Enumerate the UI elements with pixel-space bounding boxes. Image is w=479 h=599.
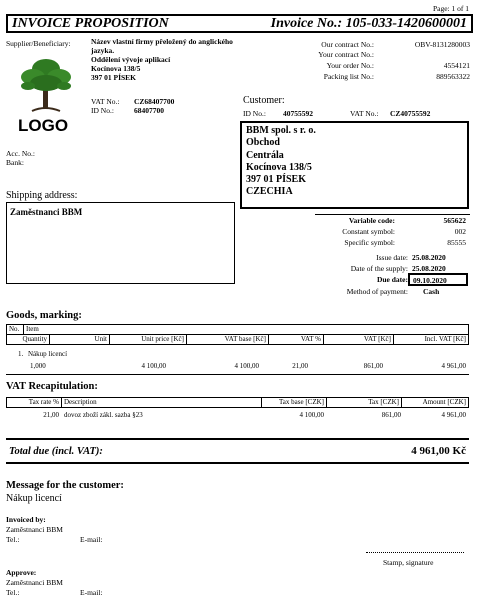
goods-header-incl-vat: Incl. VAT [Kč] [394,335,469,345]
document-title: INVOICE PROPOSITION [12,16,169,31]
shipping-label: Shipping address: [6,190,78,201]
customer-address-box [240,121,469,209]
goods-header-no: No. [7,325,24,335]
supplier-name-line1: Název vlastní firmy přeložený do anglického [91,37,233,46]
payment-method-label: Method of payment: [346,287,408,296]
customer-line: CZECHIA [246,186,293,198]
signature-line [366,552,464,553]
goods-row-vat-pct: 21,00 [292,362,308,370]
supplier-vat-label: VAT No.: [91,97,120,106]
goods-row-unit-price: 4 100,00 [141,362,166,370]
customer-label: Customer: [243,95,285,106]
shipping-address-box [6,202,235,284]
invoiced-by-tel-label: Tel.: [6,535,20,544]
supplier-id-label: ID No.: [91,106,114,115]
acc-no-label: Acc. No.: [6,149,35,158]
tree-logo-icon [20,55,72,113]
invoiced-by-name: Zaměstnanci BBM [6,525,63,534]
message-title: Message for the customer: [6,480,124,491]
constant-symbol-label: Constant symbol: [342,227,395,236]
goods-header-unit: Unit [50,335,110,345]
customer-line: 397 01 PÍSEK [246,174,307,186]
goods-header-item: Item [24,325,469,335]
due-date: 09.10.2020 [408,273,468,286]
vat-recap-header-base: Tax base [CZK] [262,398,327,408]
vat-recap-header-description: Description [62,398,262,408]
customer-line: Kocínova 138/5 [246,161,312,173]
approve-email-label: E-mail: [80,588,103,597]
specific-symbol: 85555 [447,238,466,247]
supplier-city: 397 01 PÍSEK [91,73,137,82]
vat-recap-row-amount: 4 961,00 [441,411,466,419]
total-due-label: Total due (incl. VAT): [9,446,103,457]
constant-symbol: 002 [454,227,466,236]
vat-recap-header-tax: Tax [CZK] [327,398,402,408]
supplier-id: 68407700 [134,106,164,115]
packing-list: 889563322 [436,72,470,81]
customer-vat: CZ40755592 [390,109,431,118]
packing-list-label: Packing list No.: [323,72,374,81]
stamp-signature-label: Stamp, signature [383,558,434,567]
invoice-number: Invoice No.: 105-033-1420600001 [270,16,467,31]
your-order-label: Your order No.: [326,61,374,70]
goods-row-quantity: 1,000 [30,362,46,370]
customer-line: Centrála [246,149,284,161]
variable-code-label: Variable code: [348,216,395,225]
page-counter: Page: 1 of 1 [432,4,469,13]
our-contract: OBV-8131280003 [414,40,470,49]
customer-line: Obchod [246,137,280,149]
customer-vat-label: VAT No.: [350,109,379,118]
vat-recap-header-rate: Tax rate % [7,398,62,408]
customer-id-label: ID No.: [243,109,266,118]
goods-row-vat: 861,00 [363,362,383,370]
goods-row-no: 1. [18,350,24,358]
your-contract-label: Your contract No.: [318,50,374,59]
vat-recap-row-description: dovoz zboží zákl. sazba §23 [64,411,143,419]
goods-header-vat: VAT [Kč] [324,335,394,345]
bank-label: Bank: [6,158,24,167]
supplier-name-line2: jazyka. [91,46,115,55]
shipping-name: Zaměstnanci BBM [10,207,83,217]
vat-recap-header-amount: Amount [CZK] [402,398,469,408]
logo-text: LOGO [18,116,69,135]
total-due-value: 4 961,00 Kč [411,445,466,457]
goods-header-table [6,324,469,345]
supplier-vat: CZ68407700 [134,97,175,106]
vat-recap-row-base: 4 100,00 [299,411,324,419]
vat-recap-row-tax: 861,00 [381,411,401,419]
approve-tel-label: Tel.: [6,588,20,597]
customer-id: 40755592 [283,109,313,118]
supply-date: 25.08.2020 [412,264,446,273]
goods-row-vat-base: 4 100,00 [234,362,259,370]
goods-header-vat-pct: VAT % [269,335,324,345]
goods-row-incl-vat: 4 961,00 [441,362,466,370]
message-text: Nákup licencí [6,493,62,504]
goods-row-item: Nákup licencí [28,350,68,358]
goods-header-vat-base: VAT base [Kč] [187,335,269,345]
vat-recap-header-table [6,397,469,408]
due-date-label: Due date: [376,275,408,284]
supply-date-label: Date of the supply: [350,264,408,273]
specific-symbol-label: Specific symbol: [344,238,395,247]
issue-date-label: Issue date: [376,253,408,262]
supplier-department: Oddělení vývoje aplikací [91,55,171,64]
invoiced-by-title: Invoiced by: [6,515,46,524]
approve-name: Zaměstnanci BBM [6,578,63,587]
supplier-label: Supplier/Beneficiary: [6,39,71,48]
goods-header-unit-price: Unit price [Kč] [110,335,187,345]
approve-title: Approve: [6,568,37,577]
your-order: 4554121 [443,61,470,70]
payment-method: Cash [423,287,440,296]
supplier-address [91,37,286,82]
issue-date: 25.08.2020 [412,253,446,262]
supplier-street: Kocínova 138/5 [91,64,141,73]
vat-recap-title: VAT Recapitulation: [6,381,98,392]
invoice-header [6,14,473,33]
goods-title: Goods, marking: [6,310,82,321]
vat-recap-row-rate: 21,00 [43,411,59,419]
customer-line: BBM spol. s r. o. [246,125,316,136]
variable-code: 565622 [443,216,466,225]
goods-header-quantity: Quantity [7,335,50,345]
our-contract-label: Our contract No.: [321,40,374,49]
invoiced-by-email-label: E-mail: [80,535,103,544]
